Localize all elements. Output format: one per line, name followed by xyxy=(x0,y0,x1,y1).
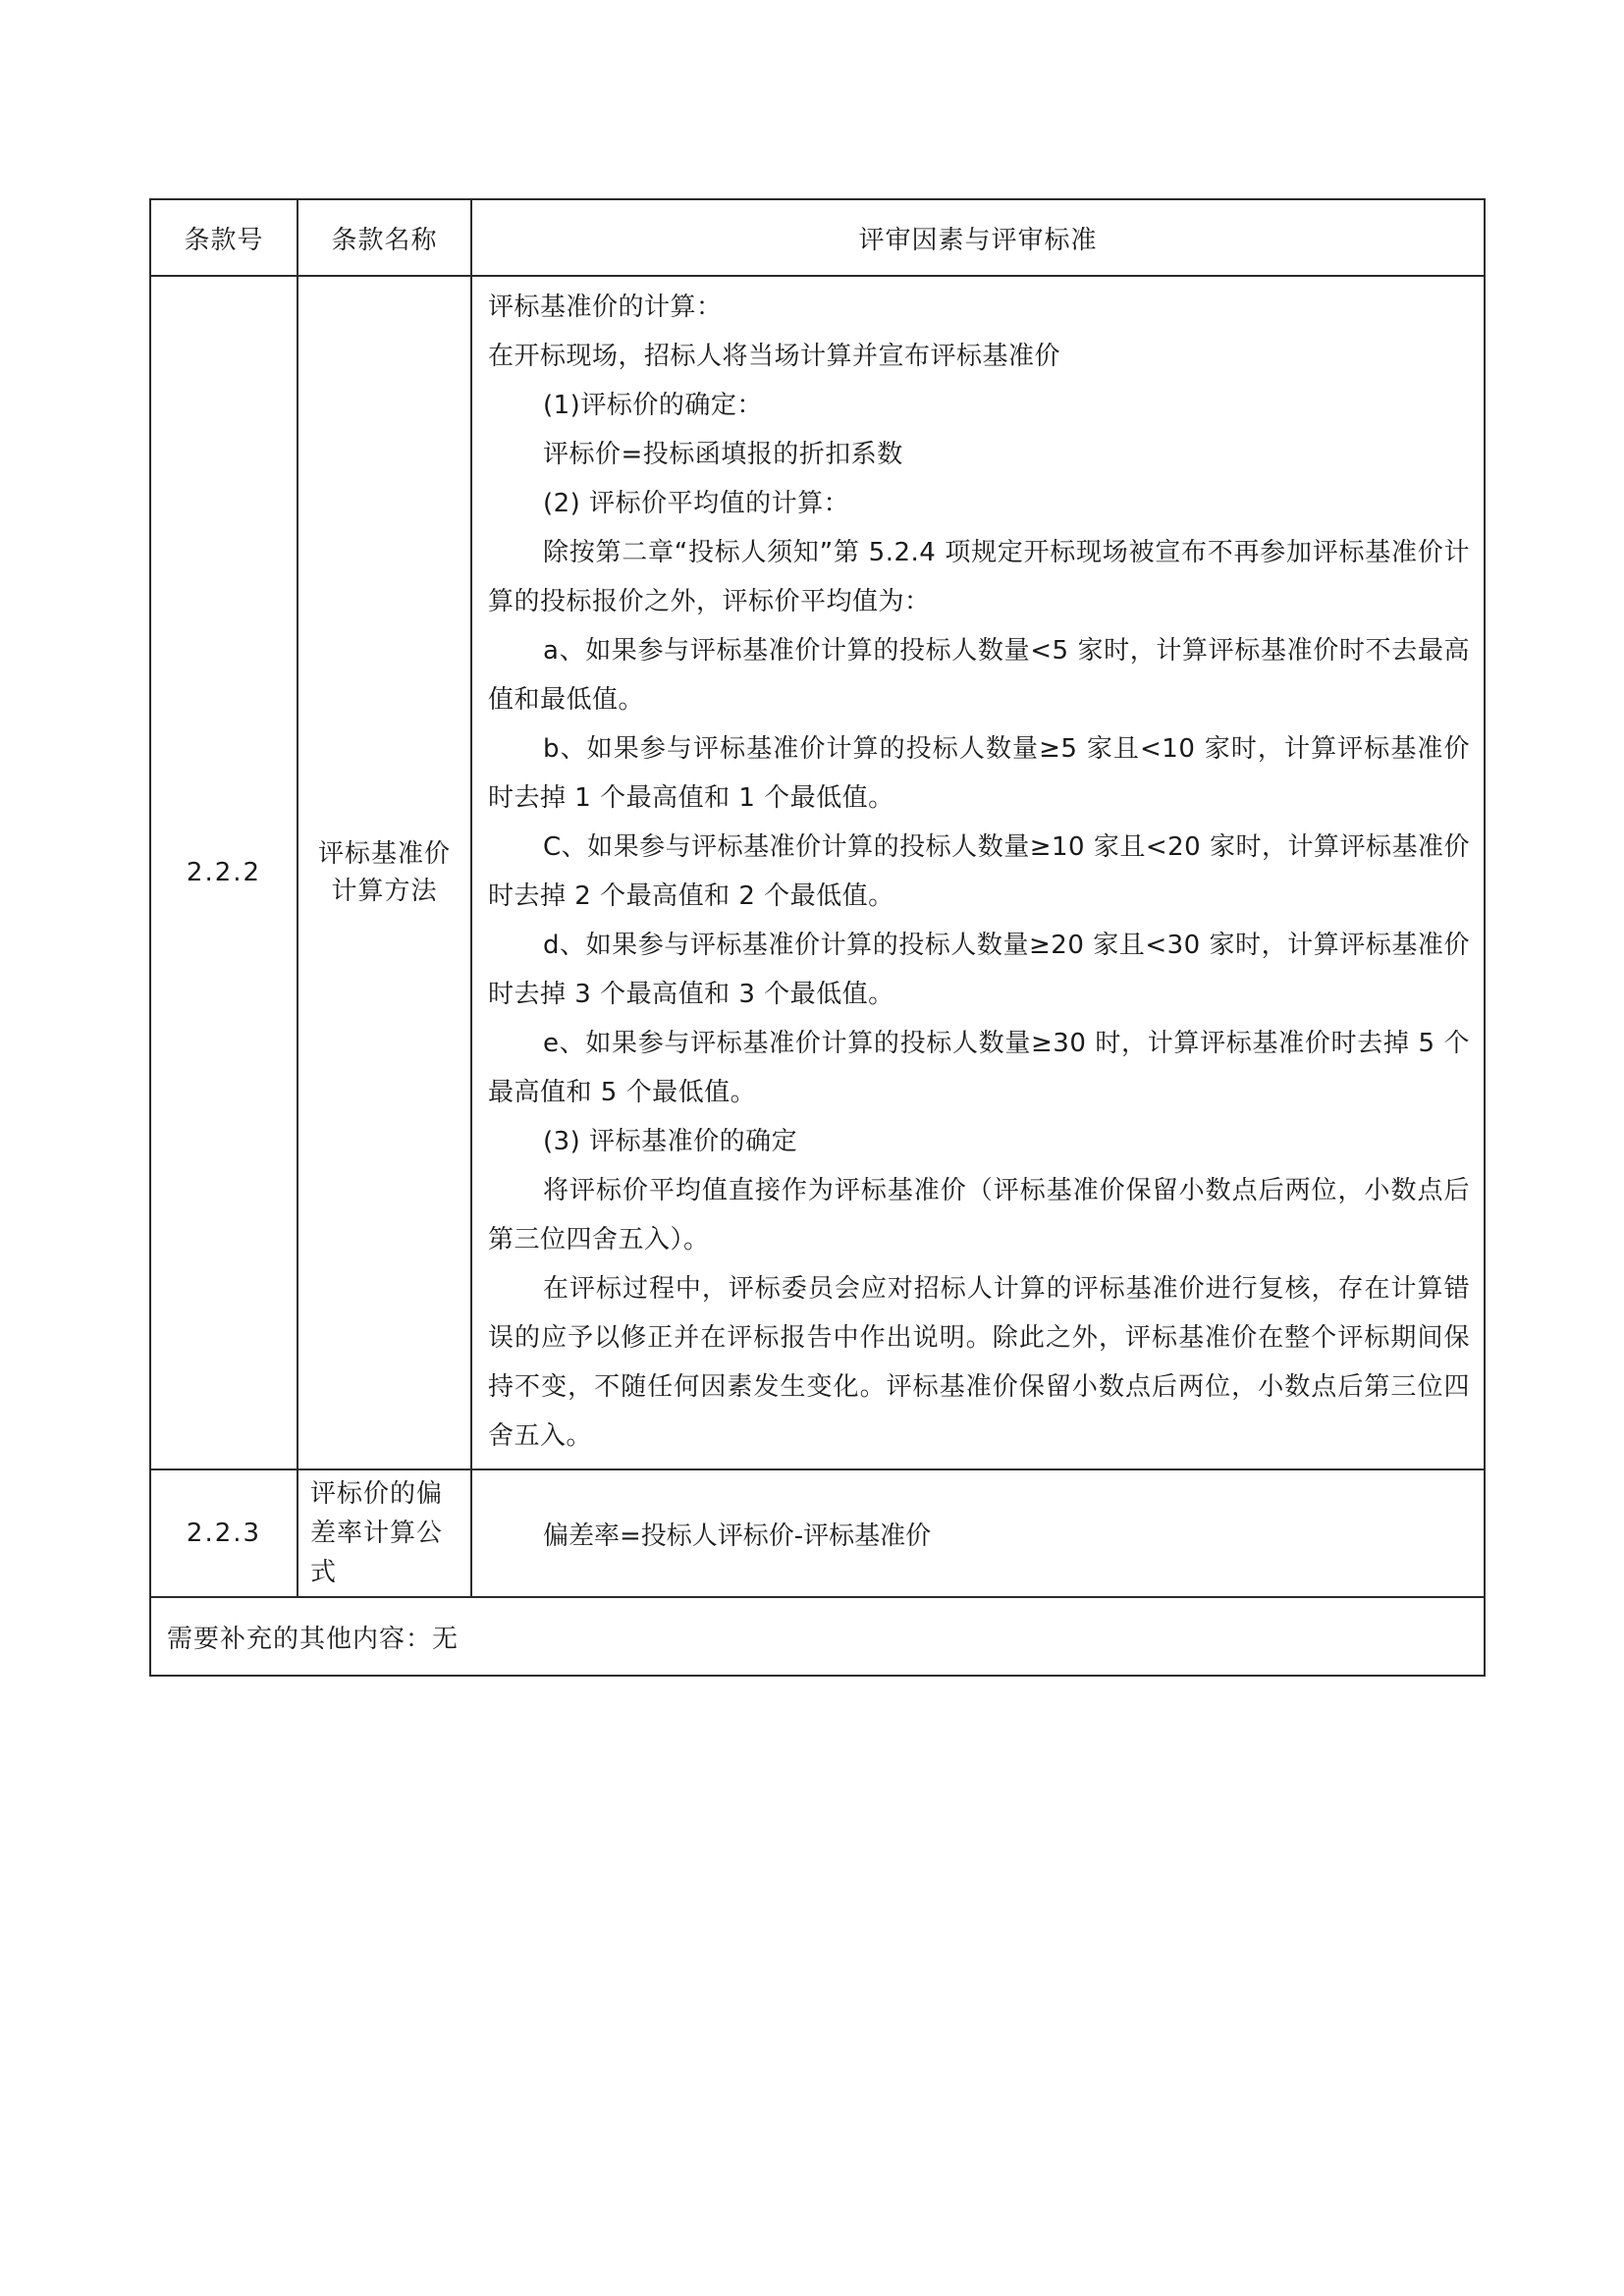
paragraph: C、如果参与评标基准价计算的投标人数量≥10 家且<20 家时，计算评标基准价时去掉 2 个最高值和 2 个最低值。 xyxy=(488,832,1470,911)
clause-name: 评标价的偏差率计算公式 xyxy=(298,1469,471,1597)
header-clause-name: 条款名称 xyxy=(298,199,471,276)
paragraph: a、如果参与评标基准价计算的投标人数量<5 家时，计算评标基准价时不去最高值和最低值。 xyxy=(488,636,1470,715)
paragraph: 在开标现场，招标人将当场计算并宣布评标基准价 xyxy=(488,342,1061,371)
criteria-content xyxy=(471,276,1485,1469)
clause-number: 2.2.3 xyxy=(150,1469,298,1597)
table-header-row xyxy=(150,199,1485,276)
table-row xyxy=(150,1469,1485,1597)
clause-name: 评标基准价计算方法 xyxy=(298,276,471,1469)
header-criteria: 评审因素与评审标准 xyxy=(471,199,1485,276)
paragraph: (1)评标价的确定： xyxy=(543,391,763,420)
paragraph: 评标基准价的计算： xyxy=(488,293,723,322)
paragraph: 评标价=投标函填报的折扣系数 xyxy=(543,440,903,469)
paragraph: 将评标价平均值直接作为评标基准价（评标基准价保留小数点后两位，小数点后第三位四舍五入）。 xyxy=(488,1176,1470,1255)
paragraph: b、如果参与评标基准价计算的投标人数量≥5 家且<10 家时，计算评标基准价时去掉 1 个最高值和 1 个最低值。 xyxy=(488,734,1470,813)
paragraph: d、如果参与评标基准价计算的投标人数量≥20 家且<30 家时，计算评标基准价时去掉 3 个最高值和 3 个最低值。 xyxy=(488,931,1470,1009)
deviation-formula: 偏差率=投标人评标价-评标基准价 xyxy=(471,1469,1485,1597)
header-clause-number: 条款号 xyxy=(150,199,298,276)
paragraph: 在评标过程中，评标委员会应对招标人计算的评标基准价进行复核，存在计算错误的应予以修正并在评标报告中作出说明。除此之外，评标基准价在整个评标期间保持不变，不随任何因素发生变化。评标基准价保留小数点后两位，小数点后第三位四舍五入。 xyxy=(488,1274,1470,1451)
paragraph: 除按第二章“投标人须知”第 5.2.4 项规定开标现场被宣布不再参加评标基准价计算的投标报价之外，评标价平均值为： xyxy=(488,538,1470,616)
evaluation-criteria-table xyxy=(149,198,1486,1677)
clause-number: 2.2.2 xyxy=(150,276,298,1469)
table-footer-row xyxy=(150,1597,1485,1676)
paragraph: (3) 评标基准价的确定 xyxy=(543,1127,798,1156)
table-row xyxy=(150,276,1485,1469)
paragraph: (2) 评标价平均值的计算： xyxy=(543,489,850,518)
supplementary-note: 需要补充的其他内容：无 xyxy=(150,1597,1485,1676)
paragraph: e、如果参与评标基准价计算的投标人数量≥30 时，计算评标基准价时去掉 5 个最高值和 5 个最低值。 xyxy=(488,1029,1470,1107)
